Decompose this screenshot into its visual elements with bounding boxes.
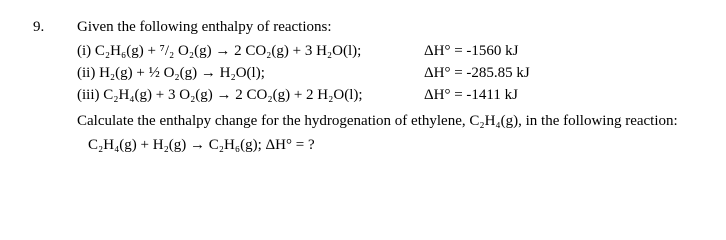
reaction-2-equation: (ii) H₂(g) + ½ O₂(g) → H₂O(l);	[77, 65, 265, 81]
question-prompt: Calculate the enthalpy change for the hydrogenation of ethylene, C₂H₄(g), in the following reaction:	[77, 113, 678, 129]
question-intro: Given the following enthalpy of reactions:	[77, 19, 332, 35]
reaction-3-enthalpy: ΔH° = -1411 kJ	[424, 87, 518, 103]
target-reaction: C₂H₄(g) + H₂(g) → C₂H₆(g); ΔH° = ?	[88, 137, 315, 153]
reaction-1-enthalpy: ΔH° = -1560 kJ	[424, 43, 519, 59]
question-number: 9.	[33, 19, 45, 35]
reaction-2-enthalpy: ΔH° = -285.85 kJ	[424, 65, 530, 81]
reaction-3-equation: (iii) C₂H₄(g) + 3 O₂(g) → 2 CO₂(g) + 2 H₂O(l);	[77, 87, 363, 103]
reaction-1-equation: (i) C₂H₆(g) + ⁷/₂ O₂(g) → 2 CO₂(g) + 3 H₂O(l);	[77, 43, 362, 59]
